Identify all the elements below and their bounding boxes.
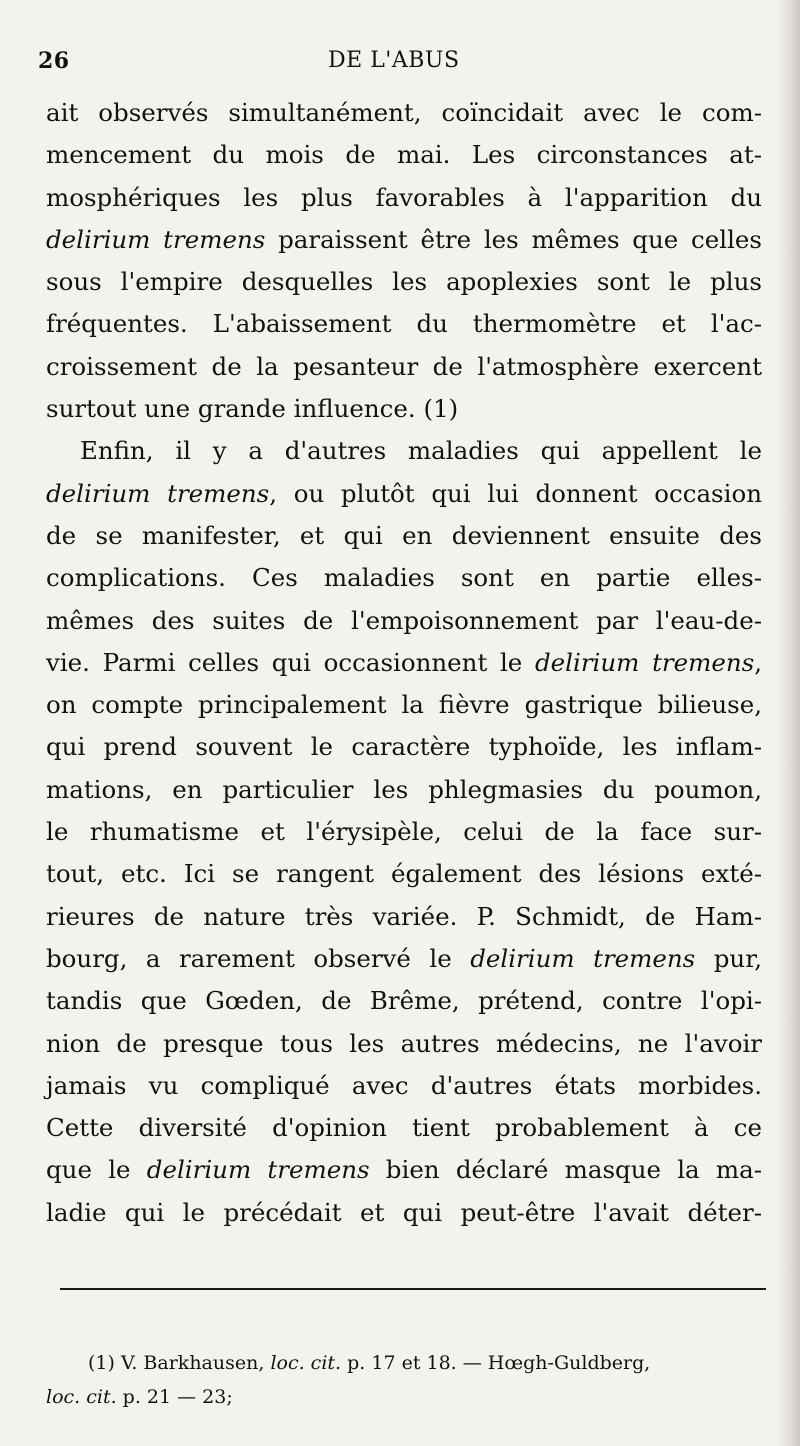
text-line: jamais vu compliqué avec d'autres états morbides.: [46, 1070, 762, 1100]
text-line: que le delirium tremens bien déclaré masque la ma-: [46, 1155, 763, 1185]
body-text: [46, 92, 762, 1234]
text-line: complications. Ces maladies sont en partie elles-: [46, 563, 762, 593]
text-line: Enfin, il y a d'autres maladies qui appellent le: [80, 436, 762, 466]
text-line: mosphériques les plus favorables à l'apparition du: [46, 182, 762, 212]
text-line: ait observés simultanément, coïncidait avec le com-: [46, 98, 762, 127]
text-line: Cette diversité d'opinion tient probablement à ce: [46, 1113, 762, 1143]
text-line: le rhumatisme et l'érysipèle, celui de la face sur-: [46, 817, 762, 847]
page-edge-shadow: [778, 0, 800, 1446]
text-line: delirium tremens, ou plutôt qui lui donnent occasion: [46, 478, 762, 508]
text-line: mations, en particulier les phlegmasies du poumon,: [46, 774, 762, 804]
text-line: mencement du mois de mai. Les circonstances at-: [46, 140, 762, 170]
page-number: 26: [38, 48, 70, 74]
text-line: rieures de nature très variée. P. Schmidt, de Ham-: [46, 901, 762, 931]
text-line: vie. Parmi celles qui occasionnent le delirium tremens,: [46, 647, 762, 677]
page-header: [38, 48, 768, 82]
text-line: bourg, a rarement observé le delirium tremens pur,: [46, 943, 763, 973]
text-line: on compte principalement la fièvre gastrique bilieuse,: [46, 690, 762, 720]
text-line: fréquentes. L'abaissement du thermomètre et l'ac-: [46, 309, 762, 339]
running-title: DE L'ABUS: [328, 48, 460, 73]
text-line: de se manifester, et qui en deviennent ensuite des: [46, 520, 762, 550]
text-line: tandis que Gœden, de Brême, prétend, contre l'opi-: [46, 986, 762, 1016]
text-line: surtout une grande influence. (1): [46, 394, 459, 424]
text-line: mêmes des suites de l'empoisonnement par l'eau-de-: [46, 605, 762, 635]
text-line: ladie qui le précédait et qui peut-être l'avait déter-: [46, 1197, 762, 1227]
text-line: nion de presque tous les autres médecins, ne l'avoir: [46, 1028, 762, 1058]
footnotes: [46, 1346, 762, 1414]
text-line: sous l'empire desquelles les apoplexies sont le plus: [46, 267, 762, 297]
text-line: delirium tremens paraissent être les mêmes que celles: [46, 224, 762, 254]
text-line: qui prend souvent le caractère typhoïde, les inflam-: [46, 732, 762, 762]
text-line: tout, etc. Ici se rangent également des lésions exté-: [46, 859, 762, 889]
footnote-rule: [60, 1288, 766, 1290]
footnote-line: (1) V. Barkhausen, loc. cit. p. 17 et 18. — Hœgh-Guldberg,: [88, 1352, 651, 1374]
footnote-line: loc. cit. p. 21 — 23;: [46, 1386, 233, 1408]
text-line: croissement de la pesanteur de l'atmosphère exercent: [46, 351, 762, 381]
